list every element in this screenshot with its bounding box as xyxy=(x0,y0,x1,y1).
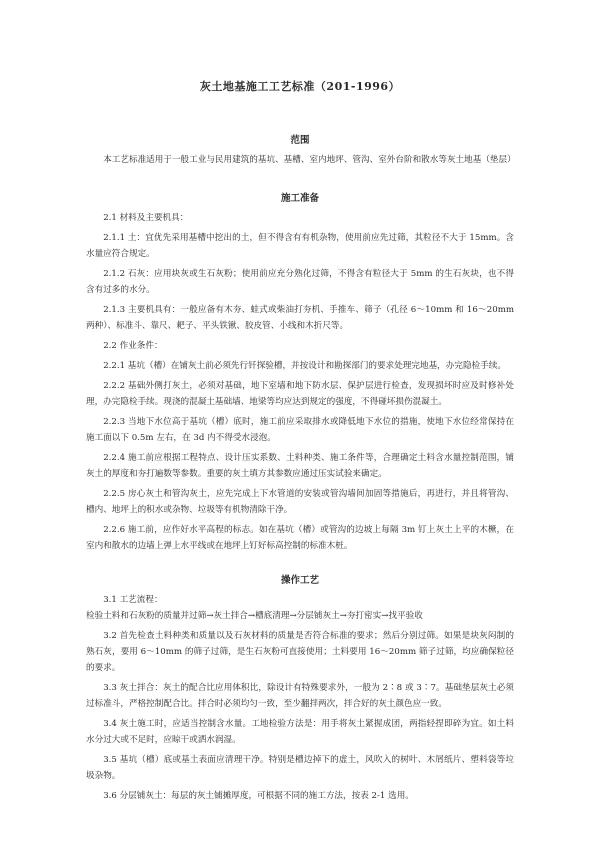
section-heading-preparation: 施工准备 xyxy=(280,193,319,204)
section-heading-scope: 范围 xyxy=(290,135,310,146)
prep-item: 2.1 材料及主要机具： xyxy=(103,213,189,223)
process-flow-label: 3.1 工艺流程： xyxy=(103,595,163,605)
prep-item: 2.1.3 主要机具有：一般应备有木夯、蛙式或柴油打夯机、手推车、筛子（孔径 6～10mm 和 16～20mm 两种）、标准斗、靠尺、耙子、平头铁锹、胶皮管、小线和木折尺等。 xyxy=(86,305,514,331)
prep-item: 2.2 作业条件： xyxy=(103,341,163,351)
prep-item: 2.1.2 石灰：应用块灰或生石灰粉；使用前应充分熟化过筛，不得含有粒径大于 5mm 的生石灰块，也不得含有过多的水分。 xyxy=(86,269,514,295)
process-item: 3.3 灰土拌合：灰土的配合比应用体积比，除设计有特殊要求外，一般为 2∶8 或 3∶7。基础垫层灰土必须过标准斗，严格控制配合比。拌合时必须均匀一致，至少翻拌两次，拌合好的灰土颜色应一致。 xyxy=(86,683,514,709)
document-title: 灰土地基施工工艺标准（201-1996） xyxy=(199,80,401,93)
process-item: 3.6 分层铺灰土：每层的灰土铺摊厚度，可根据不同的施工方法，按表 2-1 选用。 xyxy=(103,791,414,801)
prep-item: 2.2.4 施工前应根据工程特点、设计压实系数、土料种类、施工条件等，合理确定土料含水量控制范围，铺灰土的厚度和夯打遍数等参数。重要的灰土填方其参数应通过压实试验来确定。 xyxy=(86,453,514,479)
prep-item: 2.2.1 基坑（槽）在铺灰土前必须先行钎探验槽，并按设计和勘探部门的要求处理完地基，办完隐检手续。 xyxy=(103,361,506,371)
scope-paragraph: 本工艺标准适用于一般工业与民用建筑的基坑、基槽、室内地坪、管沟、室外台阶和散水等灰土地基（垫层） xyxy=(103,155,516,165)
prep-item: 2.2.6 施工前，应作好水平高程的标志。如在基坑（槽）或管沟的边坡上每隔 3m 钉上灰土上平的木橛，在室内和散水的边墙上弹上水平线或在地坪上钉好标高控制的标准木桩。 xyxy=(86,525,514,551)
process-item: 3.4 灰土施工时，应适当控制含水量。工地检验方法是：用手将灰土紧握成团，两指轻捏即碎为宜。如土料水分过大或不足时，应晾干或洒水润湿。 xyxy=(86,719,514,745)
section-heading-process: 操作工艺 xyxy=(280,575,319,586)
preparation-list xyxy=(86,210,514,554)
process-item: 3.2 首先检查土料种类和质量以及石灰材料的质量是否符合标准的要求；然后分别过筛。如果是块灰闷制的熟石灰，要用 6～10mm 的筛子过筛，是生石灰粉可直接使用；土料要用 16～20mm 筛子过筛，均应确保粒径的要求。 xyxy=(86,631,514,673)
process-flow-text: 检验土料和石灰粉的质量并过筛→灰土拌合→槽底清理→分层铺灰土→夯打密实→找平验收 xyxy=(86,611,423,621)
prep-item: 2.1.1 土：宜优先采用基槽中挖出的土，但不得含有有机杂物，使用前应先过筛，其粒径不大于 15mm。含水量应符合规定。 xyxy=(86,233,514,259)
process-item: 3.5 基坑（槽）底或基土表面应清理干净。特别是槽边掉下的虚土，风吹入的树叶、木屑纸片、塑料袋等垃圾杂物。 xyxy=(86,755,514,781)
prep-item: 2.2.3 当地下水位高于基坑（槽）底时，施工前应采取排水或降低地下水位的措施，使地下水位经常保持在施工面以下 0.5m 左右，在 3d 内不得受水浸泡。 xyxy=(86,417,514,443)
prep-item: 2.2.5 房心灰土和管沟灰土，应先完成上下水管道的安装或管沟墙间加固等措施后，再进行，并且将管沟、槽内、地坪上的积水或杂物、垃圾等有机物清除干净。 xyxy=(86,489,514,515)
process-list xyxy=(86,592,514,804)
prep-item: 2.2.2 基础外侧打灰土，必须对基础，地下室墙和地下防水层、保护层进行检查，发现损坏时应及时修补处理，办完隐检手续。现浇的混凝土基础墙、地梁等均应达到规定的强度，不得碰坏损伤混凝土。 xyxy=(86,381,514,407)
